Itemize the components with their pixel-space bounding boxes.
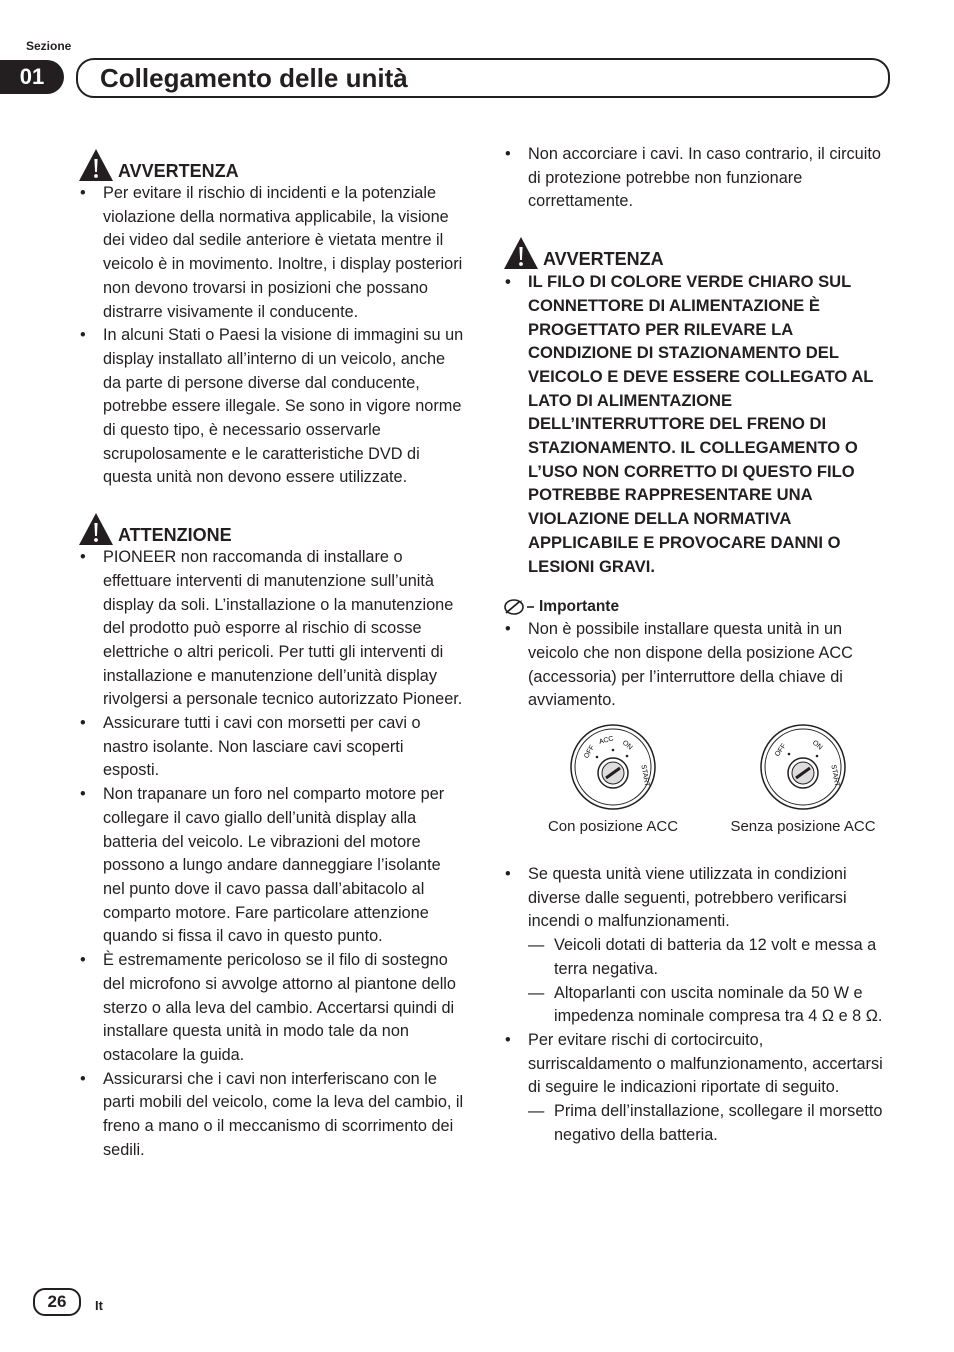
left-column bbox=[78, 148, 464, 1162]
right-column bbox=[503, 143, 890, 1148]
list-item: • Non trapanare un foro nel comparto motore per collegare il cavo giallo dell’unità display alla batteria del veicolo. Le vibrazioni del motore possono a lungo andare danneggiare l’isolante nel punto dove il cavo passa dall’abitacolo al comparto motore. Fare particolare attenzione quando si fissa il cavo in questo punto. bbox=[78, 783, 464, 949]
list-item-text: Se questa unità viene utilizzata in condizioni diverse dalle seguenti, potrebbero verificarsi incendi o malfunzionamenti. bbox=[528, 865, 847, 931]
section-label: Sezione bbox=[26, 39, 72, 53]
important-heading-text: Importante bbox=[539, 598, 620, 616]
caution-heading bbox=[78, 512, 464, 546]
caution-list bbox=[78, 546, 464, 1162]
warning-list bbox=[503, 270, 890, 578]
switch-label-off: OFF bbox=[774, 742, 788, 759]
warning-heading-text: AVVERTENZA bbox=[543, 249, 664, 270]
warning-heading bbox=[78, 148, 464, 182]
list-item: • Non è possibile installare questa unità in un veicolo che non dispone della posizione ACC (accessoria) per l’interruttore della chiave di avviamento. bbox=[503, 618, 890, 713]
warning-heading-text: AVVERTENZA bbox=[118, 161, 239, 181]
language-code: It bbox=[95, 1298, 103, 1313]
warning-triangle-icon bbox=[503, 236, 539, 270]
switch-label-acc: ACC bbox=[598, 735, 615, 746]
conditions-list bbox=[503, 863, 890, 1147]
figure-caption: Con posizione ACC bbox=[547, 818, 679, 836]
switch-label-on: ON bbox=[620, 739, 634, 752]
list-item-text: Per evitare rischi di cortocircuito, surriscaldamento o malfunzionamento, accertarsi di seguire le indicazioni riportate di seguito. bbox=[528, 1030, 883, 1097]
sub-list-item: — Altoparlanti con uscita nominale da 50 W e impedenza nominale compresa tra 4 Ω e 8 Ω. bbox=[528, 983, 883, 1026]
top-list bbox=[503, 143, 890, 214]
list-item: • È estremamente pericoloso se il filo di sostegno del microfono si avvolge attorno al piantone dello sterzo o alla leva del cambio. Accertarsi quindi di installare questa unità in modo tale da non ostacolare la guida. bbox=[78, 949, 464, 1068]
figure-without-acc bbox=[713, 723, 893, 837]
chapter-title-box bbox=[76, 58, 890, 98]
list-item: • Assicurarsi che i cavi non interferiscano con le parti mobili del veicolo, come la leva del cambio, il freno a mano o il meccanismo di scorrimento dei sedili. bbox=[78, 1068, 464, 1163]
list-item: • In alcuni Stati o Paesi la visione di immagini su un display installato all’interno di un veicolo, anche da parte di persone diverse dal conducente, potrebbe essere illegale. Se sono in vigore norme di questo tipo, è necessario osservarle scrupolosamente e le caratteristiche DVD di questa unità non devono essere utilizzate. bbox=[78, 324, 464, 490]
list-item: • IL FILO DI COLORE VERDE CHIARO SUL CONNETTORE DI ALIMENTAZIONE È PROGETTATO PER RILEVARE LA CONDIZIONE DI STAZIONAMENTO DEL VEICOLO E DEVE ESSERE COLLEGATO AL LATO DI ALIMENTAZIONE DELL’INTERRUTTORE DEL FRENO DI STAZIONAMENTO. IL COLLEGAMENTO O L’USO NON CORRETTO DI QUESTO FILO POTREBBE RAPPRESENTARE UNA VIOLAZIONE DELLA NORMATIVA APPLICABILE E PROVOCARE DANNI O LESIONI GRAVI. bbox=[503, 270, 890, 578]
list-item bbox=[503, 1029, 890, 1100]
sub-list-item-text: Altoparlanti con uscita nominale da 50 W e impedenza nominale compresa tra 4 Ω e 8 Ω. bbox=[554, 983, 883, 1026]
warning-heading bbox=[503, 236, 890, 270]
list-item: • Per evitare il rischio di incidenti e la potenziale violazione della normativa applicabile, la visione dei video dal sedile anteriore è vietata mentre il veicolo è in movimento. Inoltre, i display posteriori non devono trovarsi in posizioni che possano distrarre visivamente il conducente. bbox=[78, 182, 464, 324]
important-list bbox=[503, 618, 890, 713]
page-number: 26 bbox=[33, 1288, 81, 1316]
section-number-badge: 01 bbox=[0, 60, 64, 94]
sub-list-item: — Prima dell’installazione, scollegare il morsetto negativo della batteria. bbox=[528, 1102, 883, 1144]
important-heading bbox=[503, 596, 890, 618]
list-item: • Assicurare tutti i cavi con morsetti per cavi o nastro isolante. Non lasciare cavi scoperti esposti. bbox=[78, 712, 464, 783]
sub-list-item: — Veicoli dotati di batteria da 12 volt e messa a terra negativa. bbox=[528, 936, 877, 978]
list-item bbox=[503, 863, 890, 934]
caution-heading-text: ATTENZIONE bbox=[118, 525, 232, 546]
switch-label-on: ON bbox=[810, 739, 824, 752]
figure-with-acc bbox=[523, 723, 703, 837]
list-item: • Non accorciare i cavi. In caso contrario, il circuito di protezione potrebbe non funzionare correttamente. bbox=[503, 143, 890, 214]
warning-triangle-icon bbox=[78, 148, 114, 182]
sub-list-item-text: Prima dell’installazione, scollegare il morsetto negativo della batteria. bbox=[554, 1102, 883, 1144]
sub-list-item-text: Veicoli dotati di batteria da 12 volt e messa a terra negativa. bbox=[554, 936, 877, 978]
switch-label-start: START bbox=[829, 764, 841, 788]
switch-label-start: START bbox=[639, 764, 651, 788]
switch-label-off: OFF bbox=[583, 744, 597, 760]
figure-caption: Senza posizione ACC bbox=[730, 818, 876, 836]
ignition-switch-acc-icon bbox=[569, 723, 657, 811]
ignition-figures bbox=[503, 723, 890, 851]
important-pen-icon bbox=[503, 597, 535, 617]
ignition-switch-no-acc-icon bbox=[759, 723, 847, 811]
warning-list bbox=[78, 182, 464, 490]
chapter-title: Collegamento delle unità bbox=[100, 63, 408, 93]
warning-triangle-icon bbox=[78, 512, 114, 546]
list-item: • PIONEER non raccomanda di installare o effettuare interventi di manutenzione sull’unità display da soli. L’installazione o la manutenzione del prodotto può esporre al rischio di scosse elettriche o altri pericoli. Per tutti gli interventi di installazione e manutenzione dell’unità display rivolgersi a personale tecnico autorizzato Pioneer. bbox=[78, 546, 464, 712]
